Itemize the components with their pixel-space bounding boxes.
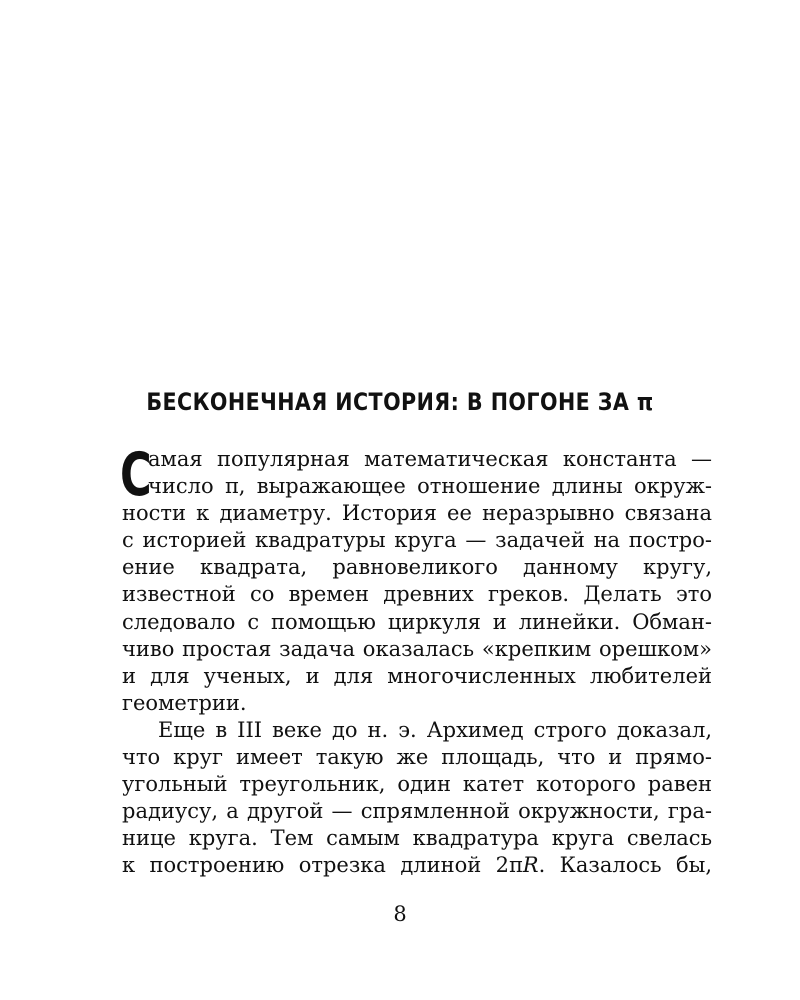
drop-cap: С <box>120 440 152 510</box>
text-line: что круг имеет такую же площадь, что и прямо- <box>122 745 712 770</box>
text-line: радиусу, а другой — спрямленной окружности, гра- <box>122 799 712 824</box>
page-number: 8 <box>393 902 407 926</box>
text-line: число π, выражающее отношение длины окруж- <box>148 474 712 499</box>
text-line: угольный треугольник, один катет которого равен <box>122 772 712 797</box>
text-line: известной со времен древних греков. Делать это <box>122 582 712 607</box>
text-line: и для ученых, и для многочисленных любителей <box>122 663 712 688</box>
body-text <box>120 440 712 880</box>
text-line: геометрии. <box>122 690 247 715</box>
text-line: Еще в III веке до н. э. Архимед строго доказал, <box>158 717 712 742</box>
text-line: ности к диаметру. История ее неразрывно связана <box>122 501 712 526</box>
text-line: следовало с помощью циркуля и линейки. Обман- <box>122 609 712 634</box>
text-segment: . Казалось бы, <box>538 853 712 878</box>
text-line <box>122 852 712 879</box>
text-line: чиво простая задача оказалась «крепким орешком» <box>122 636 712 661</box>
text-line: ение квадрата, равновеликого данному кругу, <box>122 555 712 580</box>
text-line: амая популярная математическая константа — <box>148 447 712 471</box>
italic-variable: R <box>522 853 539 878</box>
text-line: нице круга. Тем самым квадратура круга свелась <box>122 826 712 851</box>
text-line: с историей квадратуры круга — задачей на постро- <box>122 528 712 553</box>
text-segment: к построению отрезка длиной 2π <box>122 853 523 878</box>
chapter-title: БЕСКОНЕЧНАЯ ИСТОРИЯ: В ПОГОНЕ ЗА π <box>146 388 654 416</box>
